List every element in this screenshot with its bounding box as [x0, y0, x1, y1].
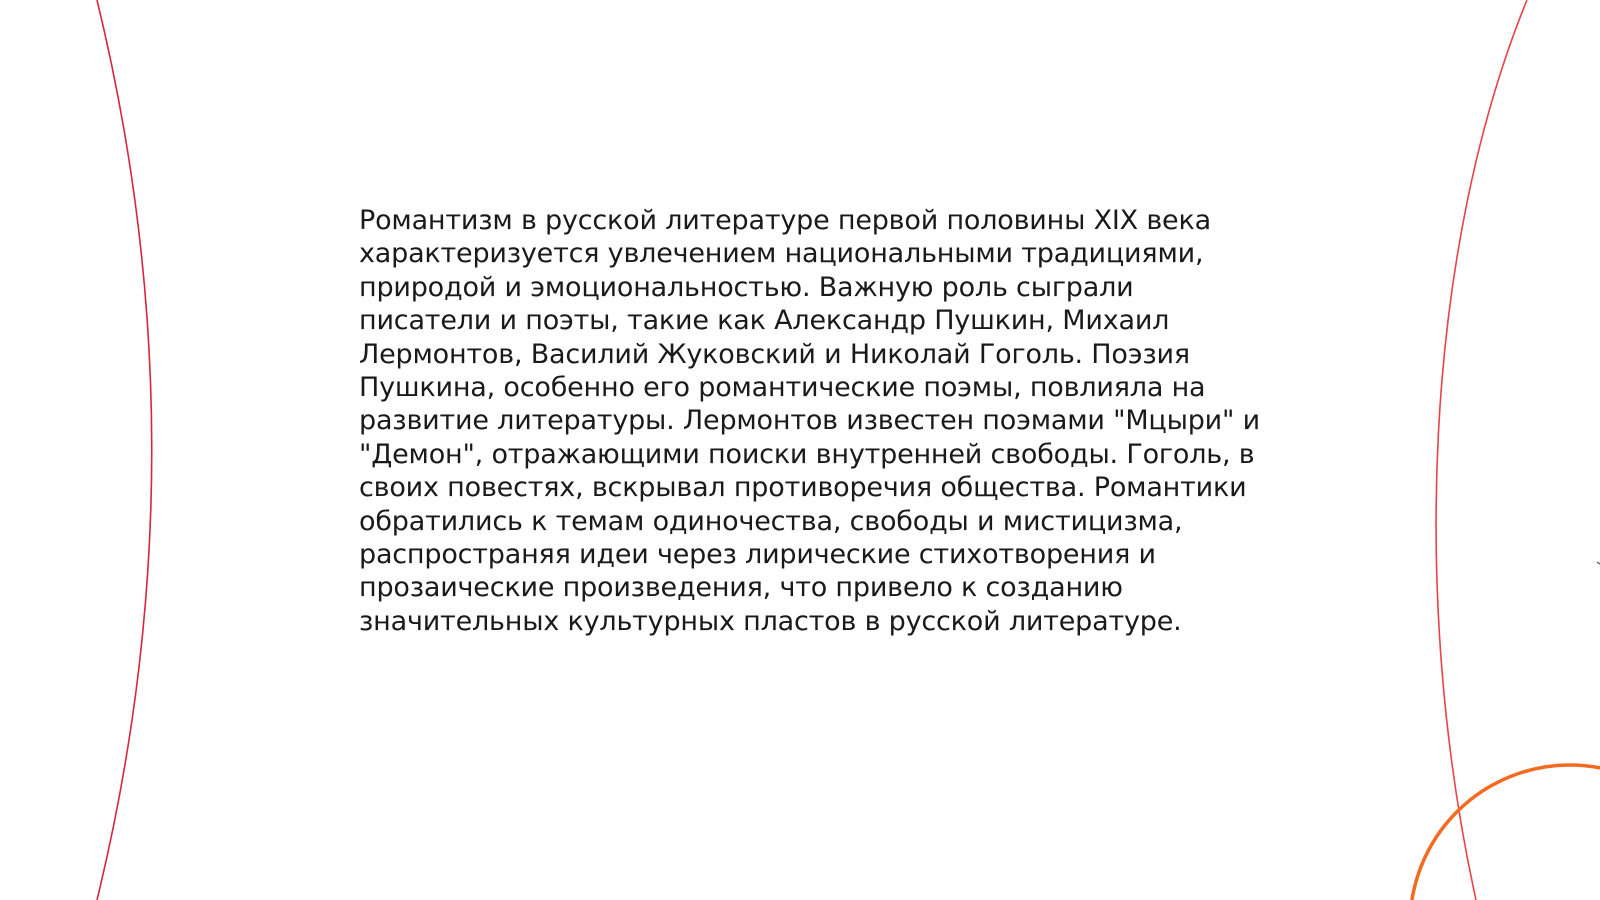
text-line: "Демон", отражающими поиски внутренней свободы. Гоголь, в	[359, 438, 1255, 470]
text-line: развитие литературы. Лермонтов известен поэмами "Мцыри" и	[359, 405, 1260, 437]
text-line: природой и эмоциональностью. Важную роль сыграли	[359, 271, 1134, 303]
text-line: характеризуется увлечением национальными традициями,	[359, 238, 1204, 270]
left-arc-line	[97, 0, 152, 900]
text-line: значительных культурных пластов в русской литературе.	[359, 605, 1182, 637]
text-line: обратились к темам одиночества, свободы и мистицизма,	[359, 505, 1183, 537]
main-paragraph	[359, 204, 1259, 638]
text-line: Пушкина, особенно его романтические поэмы, повлияла на	[359, 372, 1206, 404]
text-line: своих повестях, вскрывал противоречия общества. Романтики	[359, 472, 1247, 504]
text-line: Лермонтов, Василий Жуковский и Николай Гоголь. Поэзия	[359, 338, 1190, 370]
text-line: Романтизм в русской литературе первой половины XIX века	[359, 205, 1211, 236]
text-line: распространяя идеи через лирические стихотворения и	[359, 539, 1156, 571]
text-line: прозаические произведения, что привело к созданию	[359, 572, 1123, 604]
orange-circle-outline	[1410, 765, 1600, 900]
text-line: писатели и поэты, такие как Александр Пушкин, Михаил	[359, 305, 1170, 337]
right-arc-line	[1436, 0, 1527, 900]
